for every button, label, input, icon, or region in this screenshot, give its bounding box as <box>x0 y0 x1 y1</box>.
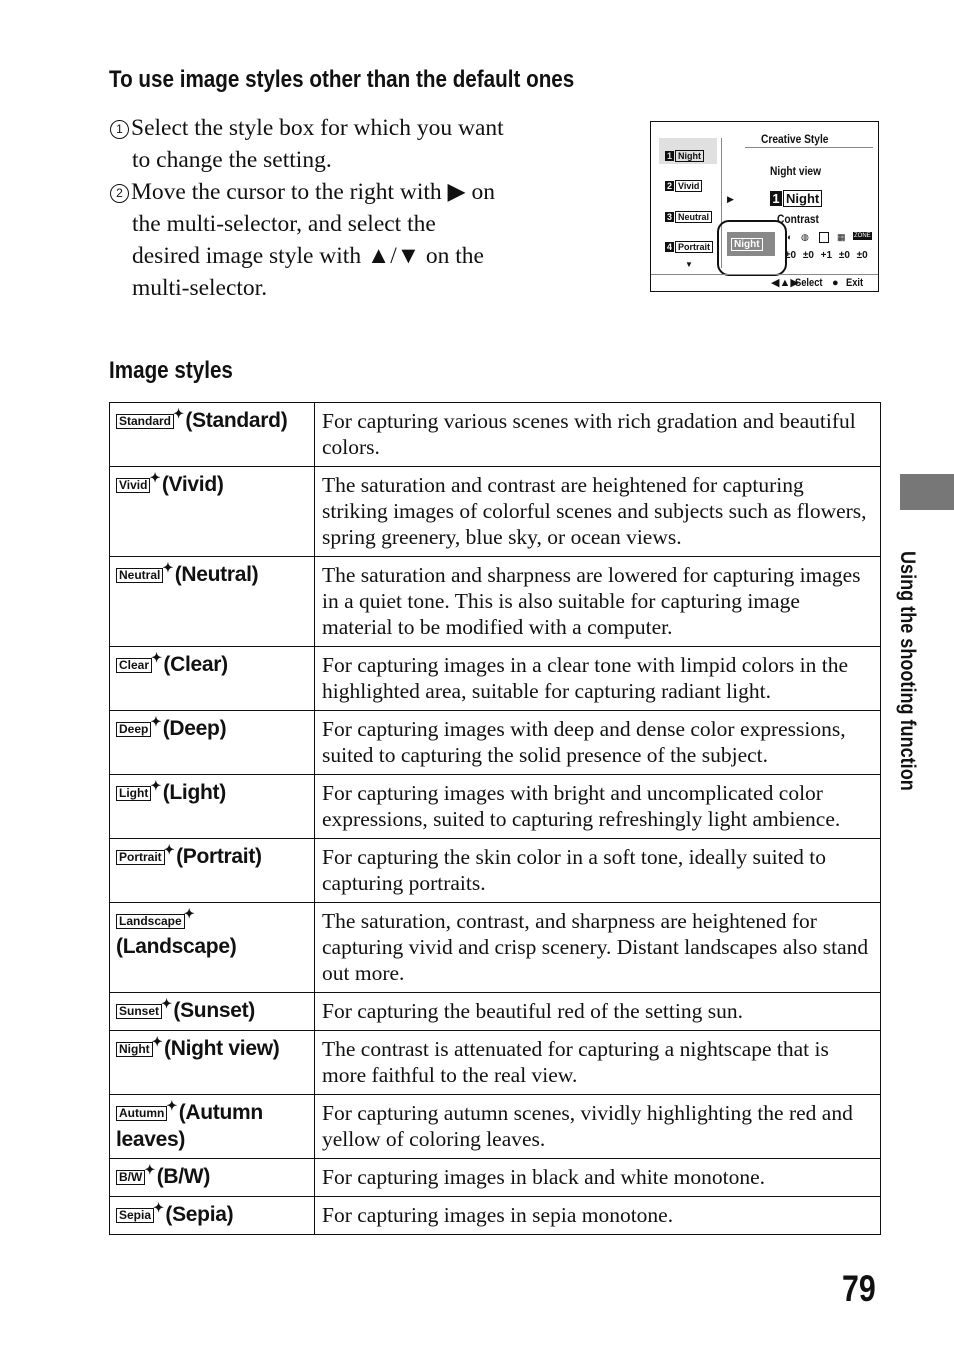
style-description: For capturing images in black and white monotone. <box>315 1159 881 1197</box>
step-2 <box>110 176 550 304</box>
sparkle-icon: ✦ <box>166 1098 178 1113</box>
style-name-cell <box>110 1159 315 1197</box>
style-icon: Sunset ✦ <box>116 1004 162 1019</box>
style-icon: B/W ✦ <box>116 1170 145 1185</box>
center-button-icon: ● <box>832 277 839 289</box>
style-icon: Portrait ✦ <box>116 850 165 865</box>
image-styles-table <box>109 402 881 1235</box>
step-text: the multi-selector, and select the <box>132 211 436 237</box>
style-name-cell <box>110 557 315 647</box>
style-name: (Clear) <box>163 653 228 676</box>
lcd-style-item: 1 Night <box>665 150 704 162</box>
camera-lcd-screenshot <box>650 121 879 292</box>
style-icon: Standard ✦ <box>116 414 174 429</box>
style-name-cell <box>110 775 315 839</box>
step-text: Select the style box for which you want <box>131 115 504 141</box>
style-description: For capturing images in sepia monotone. <box>315 1197 881 1235</box>
style-name-cell <box>110 711 315 775</box>
style-description: The contrast is attenuated for capturing a nightscape that is more faithful to the real view. <box>315 1031 881 1095</box>
lcd-highlight <box>659 138 717 164</box>
style-description: For capturing the skin color in a soft tone, ideally suited to capturing portraits. <box>315 839 881 903</box>
sparkle-icon: ✦ <box>162 560 174 575</box>
style-description: The saturation and sharpness are lowered for capturing images in a quiet tone. This is also suitable for capturing image material to be modified with a computer. <box>315 557 881 647</box>
table-row <box>110 1197 881 1235</box>
sparkle-icon: ✦ <box>150 778 162 793</box>
lcd-param-label: Contrast <box>777 212 819 226</box>
contrast-icon: ◐ <box>787 232 793 242</box>
sparkle-icon: ✦ <box>151 1034 163 1049</box>
table-row <box>110 1095 881 1159</box>
selection-ring <box>717 220 787 276</box>
saturation-icon: ◍ <box>801 232 809 242</box>
sparkle-icon: ✦ <box>161 996 173 1011</box>
sparkle-icon: ✦ <box>144 1162 156 1177</box>
style-name-cell <box>110 1197 315 1235</box>
step-1 <box>110 112 550 176</box>
sparkle-icon: ✦ <box>151 650 163 665</box>
style-name: (B/W) <box>156 1165 211 1188</box>
table-row <box>110 467 881 557</box>
scroll-down-icon: ▼ <box>685 260 693 269</box>
sparkle-icon: ✦ <box>153 1200 165 1215</box>
section-heading: To use image styles other than the default ones <box>109 66 575 93</box>
lcd-style-item: 4 Portrait <box>665 241 713 253</box>
side-tab-label: Using the shooting function <box>896 551 919 791</box>
style-icon: Light ✦ <box>116 786 151 801</box>
sparkle-icon: ✦ <box>183 906 195 921</box>
right-arrow-icon: ▶ <box>727 194 734 204</box>
lcd-style-item: 3 Neutral <box>665 211 712 223</box>
sparkle-icon: ✦ <box>163 842 175 857</box>
style-name: (Sepia) <box>165 1203 234 1226</box>
style-name-cell <box>110 647 315 711</box>
style-icon: Autumn ✦ <box>116 1106 167 1121</box>
exit-label: Exit <box>846 277 864 289</box>
page-number: 79 <box>842 1268 876 1309</box>
table-row <box>110 903 881 993</box>
lcd-selected-box: Night <box>727 232 775 256</box>
lcd-title: Creative Style <box>761 132 829 146</box>
step-text: desired image style with ▲/▼ on the <box>132 243 484 269</box>
style-name: (Light) <box>162 781 226 804</box>
table-row <box>110 1159 881 1197</box>
table-row <box>110 711 881 775</box>
zone-icon: ZONE <box>854 233 871 239</box>
table-row <box>110 1031 881 1095</box>
style-icon: Clear ✦ <box>116 658 152 673</box>
lcd-style-name: Night view <box>770 164 822 178</box>
select-label: Select <box>795 277 823 289</box>
style-name-cell <box>110 839 315 903</box>
style-icon: Neutral ✦ <box>116 568 163 583</box>
style-name-cell <box>110 1095 315 1159</box>
step-number: 1 <box>110 120 129 139</box>
sparkle-icon: ✦ <box>150 714 162 729</box>
style-description: The saturation, contrast, and sharpness are heightened for capturing vivid and crisp scenery. Distant landscapes also stand out more. <box>315 903 881 993</box>
style-name: (Autumn leaves) <box>116 1101 263 1151</box>
table-row <box>110 647 881 711</box>
lcd-current-style: 1 Night <box>770 190 822 202</box>
style-icon: Vivid ✦ <box>116 478 150 493</box>
brightness-icon: ▦ <box>837 232 846 242</box>
style-name-cell <box>110 903 315 993</box>
table-row <box>110 775 881 839</box>
sharpness-icon <box>819 232 829 243</box>
sparkle-icon: ✦ <box>149 470 161 485</box>
style-description: For capturing various scenes with rich gradation and beautiful colors. <box>315 403 881 467</box>
style-name-cell <box>110 467 315 557</box>
lcd-style-list <box>659 138 722 268</box>
style-name: (Standard) <box>185 409 288 432</box>
style-description: For capturing images with bright and uncomplicated color expressions, suited to capturing refreshingly light ambience. <box>315 775 881 839</box>
style-icon: Night ✦ <box>116 1042 153 1057</box>
lcd-title-rule <box>745 147 873 148</box>
style-icon: Deep ✦ <box>116 722 151 737</box>
lcd-bottom-bar <box>651 274 878 291</box>
style-description: The saturation and contrast are heightened for capturing striking images of colorful scenes and subjects such as flowers, spring greenery, blue sky, or ocean views. <box>315 467 881 557</box>
table-row <box>110 557 881 647</box>
style-name: (Deep) <box>162 717 227 740</box>
style-description: For capturing the beautiful red of the setting sun. <box>315 993 881 1031</box>
style-description: For capturing autumn scenes, vividly highlighting the red and yellow of coloring leaves. <box>315 1095 881 1159</box>
style-name: (Portrait) <box>176 845 262 868</box>
step-text: multi-selector. <box>132 275 268 301</box>
style-name: (Neutral) <box>174 563 259 586</box>
style-icon: Sepia ✦ <box>116 1208 154 1223</box>
style-name-cell <box>110 403 315 467</box>
table-row <box>110 839 881 903</box>
chapter-tab <box>900 474 954 510</box>
table-heading: Image styles <box>109 357 233 384</box>
multi-selector-icon: ◀▲▶ <box>771 277 799 289</box>
lcd-style-item: 2 Vivid <box>665 180 702 192</box>
style-name: (Vivid) <box>161 473 224 496</box>
style-name: (Sunset) <box>173 999 255 1022</box>
style-name: (Night view) <box>164 1037 280 1060</box>
sparkle-icon: ✦ <box>173 406 185 421</box>
step-text: Move the cursor to the right with ▶ on <box>131 179 495 205</box>
lcd-param-icons <box>785 232 871 246</box>
lcd-param-values: ±0 ±0 +1 ±0 ±0 <box>785 250 868 261</box>
style-description: For capturing images with deep and dense color expressions, suited to capturing the solid presence of the subject. <box>315 711 881 775</box>
table-row <box>110 403 881 467</box>
style-name-cell <box>110 1031 315 1095</box>
table-row <box>110 993 881 1031</box>
style-description: For capturing images in a clear tone with limpid colors in the highlighted area, suitable for capturing radiant light. <box>315 647 881 711</box>
step-text: to change the setting. <box>132 147 332 173</box>
style-name: (Landscape) <box>116 935 237 958</box>
style-icon: Landscape ✦ <box>116 914 185 929</box>
step-number: 2 <box>110 184 129 203</box>
style-name-cell <box>110 993 315 1031</box>
